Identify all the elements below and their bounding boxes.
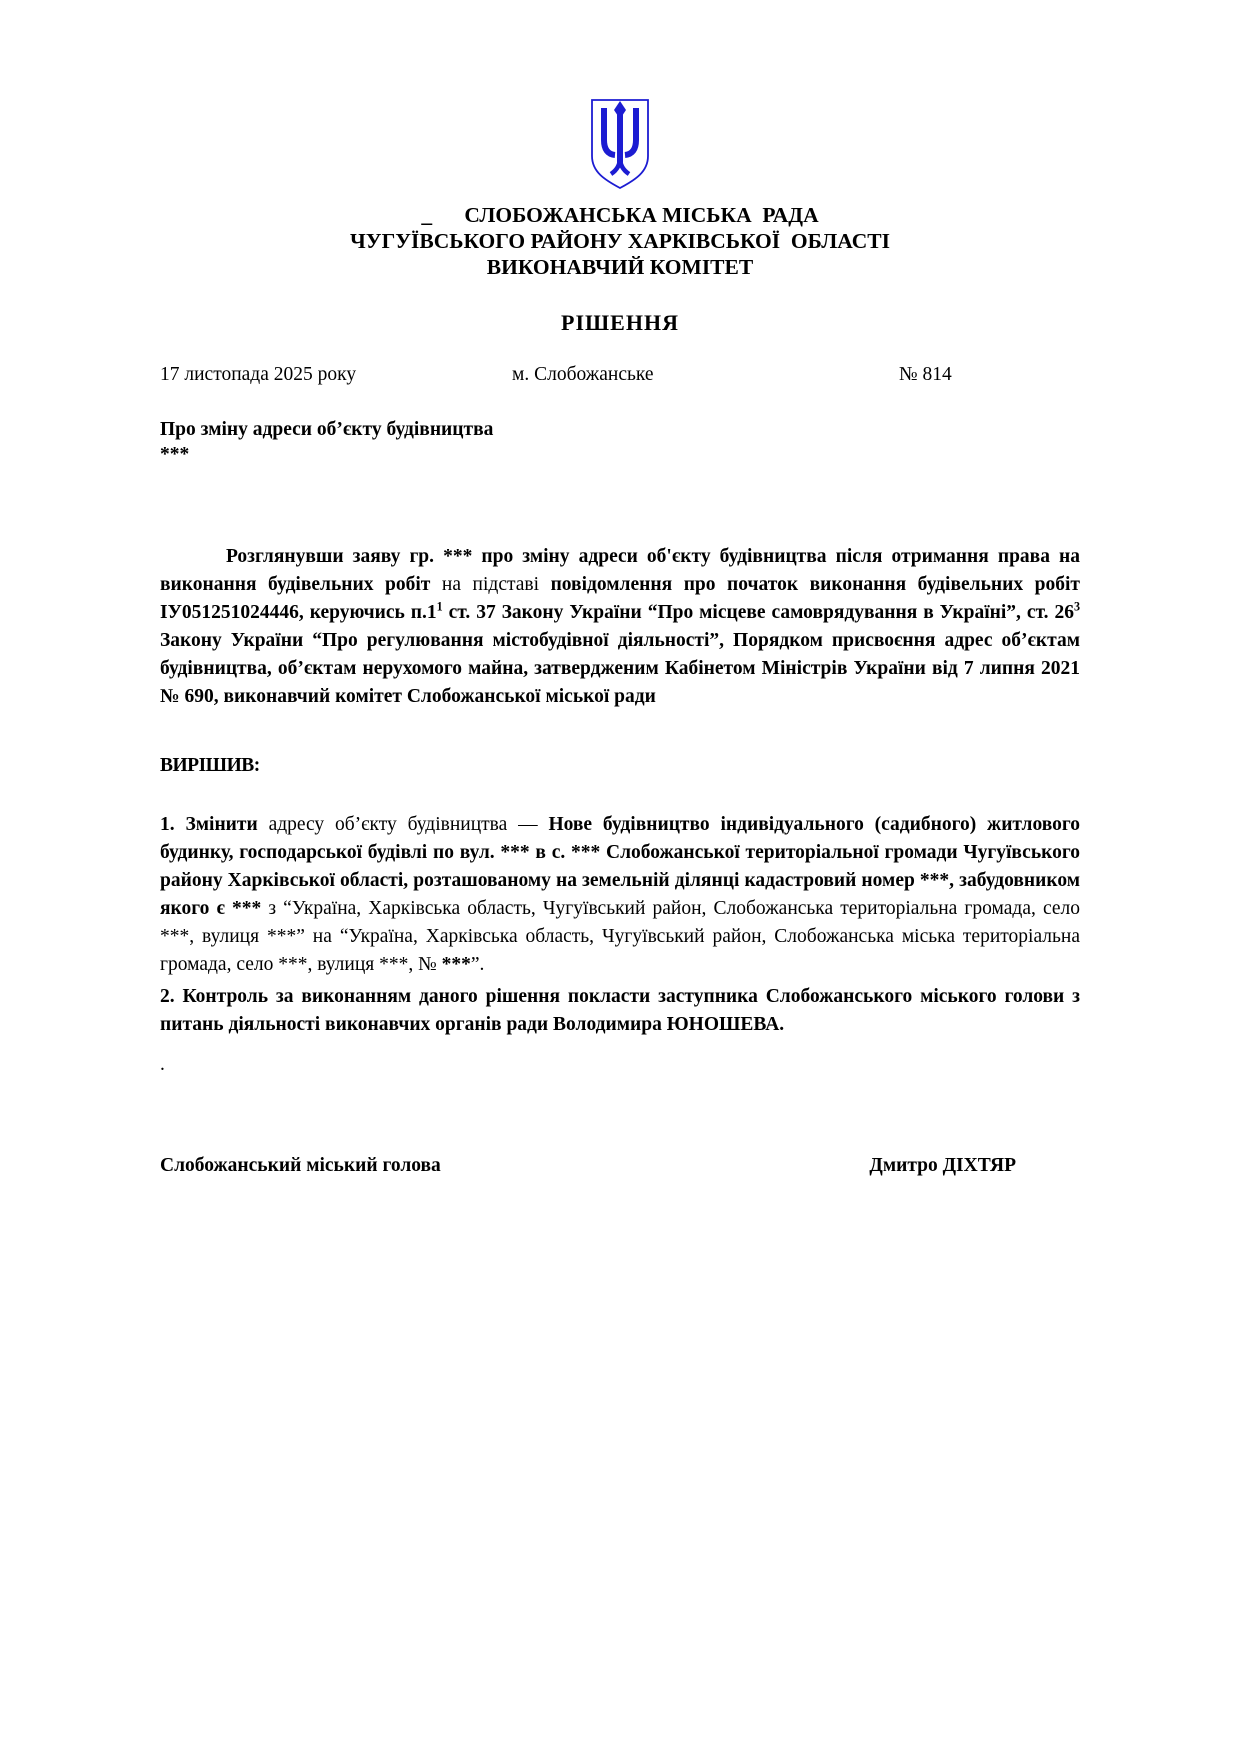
paragraph-considering: Розглянувши заяву гр. *** про зміну адреси об'єкту будівництва після отримання права на виконання будівельних робіт на підставі повідомлення про початок виконання будівельних робіт ІУ051251024446, керуючись $п.1^1$ ст. 37 Закону України “Про місцеве самоврядування в Україні”, ст. $26^3$ Закону України “Про регулювання містобудівної діяльності”, Порядком присвоєння адрес об’єктам будівництва, об’єктам нерухомого майна, затвердженим Кабінетом Міністрів України від 7 липня 2021 № 690, виконавчий комітет Слобожанської міської ради (160, 546, 1081, 707)
document-meta-row (160, 362, 1080, 388)
document-page (160, 0, 1080, 1179)
subject-title: Про зміну адреси об’єкту будівництва (160, 419, 494, 440)
trident-spearhead (614, 101, 626, 119)
signature-row (160, 1153, 1080, 1179)
document-place: м. Слобожанське (512, 364, 654, 385)
trailing-dot: . (160, 1054, 165, 1075)
org-name-line-1: _ СЛОБОЖАНСЬКА МІСЬКА РАДА (421, 203, 819, 227)
trident-base (611, 158, 629, 174)
org-name-line-3: ВИКОНАВЧИЙ КОМІТЕТ (486, 255, 754, 279)
decided-label: ВИРІШИВ: (160, 755, 260, 776)
document-date: 17 листопада 2025 року (160, 364, 357, 385)
document-number: № 814 (899, 364, 952, 385)
decision-item-1: 1. Змінити адресу об’єкту будівництва — Нове будівництво індивідуального (садибного) житлового будинку, господарської будівлі по вул. *** в с. *** Слобожанської територіальної громади Чугуївського району Харківської області, розташованому на земельній ділянці кадастровий номер ***, забудовником якого є *** з “Україна, Харківська область, Чугуївський район, Слобожанська територіальна громада, село ***, вулиця ***” на “Україна, Харківська область, Чугуївський район, Слобожанська міська територіальна громада, село ***, вулиця ***, № ***”. (160, 814, 1080, 975)
subject-redaction-note: *** (160, 444, 190, 465)
signatory-position: Слобожанський міський голова (160, 1155, 441, 1176)
org-name-line-2: ЧУГУЇВСЬКОГО РАЙОНУ ХАРКІВСЬКОЇ ОБЛАСТІ (350, 229, 890, 253)
document-type-title: РІШЕННЯ (561, 310, 679, 335)
signatory-name: Дмитро ДІХТЯР (869, 1155, 1016, 1176)
decision-item-2: 2. Контроль за виконанням даного рішення покласти заступника Слобожанського міського голови з питань діяльності виконавчих органів ради Володимира ЮНОШЕВА. (160, 986, 1080, 1035)
tryzub-icon (588, 98, 652, 190)
coat-of-arms (160, 98, 1080, 190)
